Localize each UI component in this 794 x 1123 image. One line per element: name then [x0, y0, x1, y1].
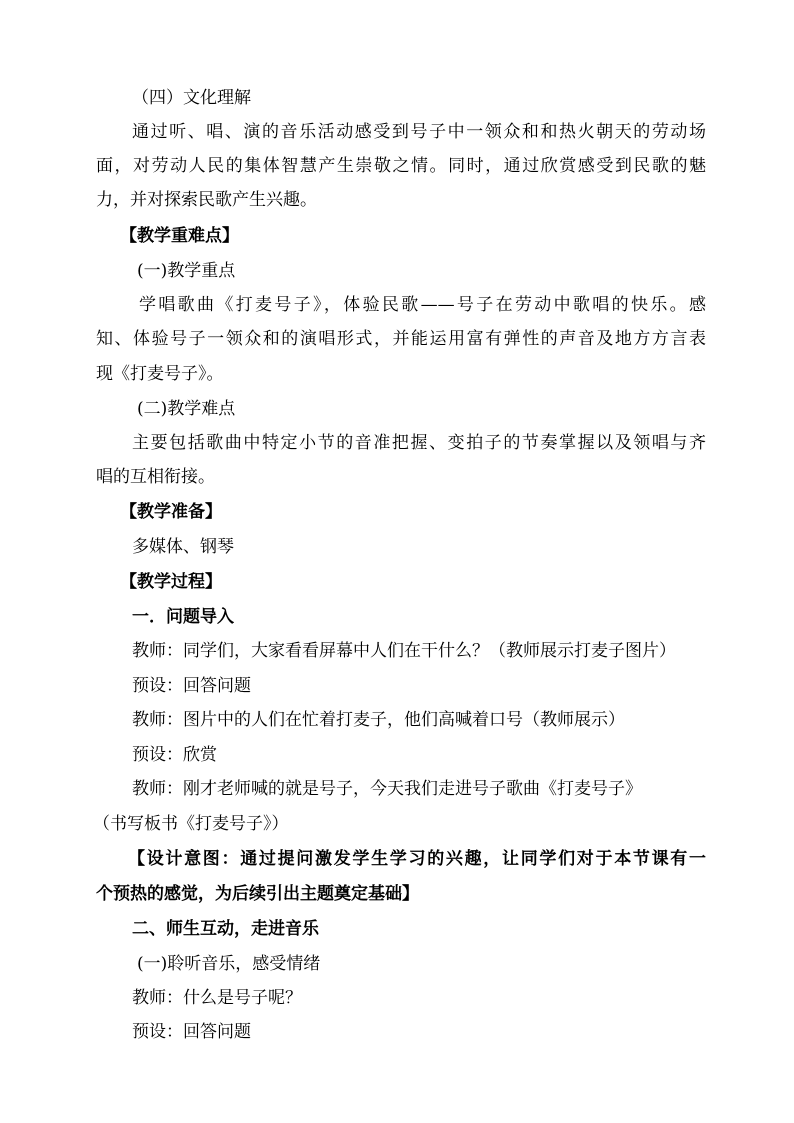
section1-heading: 一．问题导入 — [132, 607, 234, 627]
process-heading: 【教学过程】 — [120, 572, 222, 592]
focus-para-line-3: 现《打麦号子》。 — [96, 364, 224, 384]
design-intent-line-1: 【设计意图：通过提问激发学生学习的兴趣，让同学们对于本节课有一 — [128, 849, 706, 869]
dialogue-line-3: 教师：图片中的人们在忙着打麦子，他们高喊着口号（教师展示） — [132, 710, 625, 730]
dialogue2-line-1: 教师：什么是号子呢？ — [132, 988, 302, 1008]
dialogue2-line-2: 预设：回答问题 — [132, 1022, 251, 1042]
focus-heading: (一)教学重点 — [137, 261, 236, 281]
culture-para-line-2: 面，对劳动人民的集体智慧产生崇敬之情。同时，通过欣赏感受到民歌的魅 — [96, 156, 706, 176]
preparation-text: 多媒体、钢琴 — [132, 537, 234, 557]
focus-para-line-2: 知、体验号子一领众和的演唱形式，并能运用富有弹性的声音及地方方言表 — [96, 329, 706, 349]
section2-heading: 二、师生互动，走进音乐 — [132, 919, 319, 939]
sub1-heading: (一)聆听音乐，感受情绪 — [137, 954, 321, 974]
culture-heading: （四）文化理解 — [132, 88, 251, 108]
dialogue-line-4: 预设：欣赏 — [132, 745, 217, 765]
dialogue-line-6: （书写板书《打麦号子》） — [93, 814, 289, 834]
difficulty-para-line-2: 唱的互相衔接。 — [96, 467, 215, 487]
dialogue-line-2: 预设：回答问题 — [132, 676, 251, 696]
design-intent-line-2: 个预热的感觉，为后续引出主题奠定基础】 — [96, 884, 419, 904]
culture-para-line-3: 力，并对探索民歌产生兴趣。 — [96, 190, 317, 210]
focus-para-line-1: 学唱歌曲《打麦号子》，体验民歌——号子在劳动中歌唱的快乐。感 — [139, 295, 706, 315]
culture-para-line-1: 通过听、唱、演的音乐活动感受到号子中一领众和和热火朝天的劳动场 — [132, 122, 706, 142]
key-points-heading: 【教学重难点】 — [120, 226, 239, 246]
difficulty-heading: (二)教学难点 — [137, 399, 236, 419]
dialogue-line-1: 教师：同学们，大家看看屏幕中人们在干什么？（教师展示打麦子图片） — [132, 641, 676, 661]
preparation-heading: 【教学准备】 — [120, 502, 222, 522]
difficulty-para-line-1: 主要包括歌曲中特定小节的音准把握、变拍子的节奏掌握以及领唱与齐 — [132, 433, 706, 453]
dialogue-line-5: 教师：刚才老师喊的就是号子，今天我们走进号子歌曲《打麦号子》 — [132, 779, 642, 799]
